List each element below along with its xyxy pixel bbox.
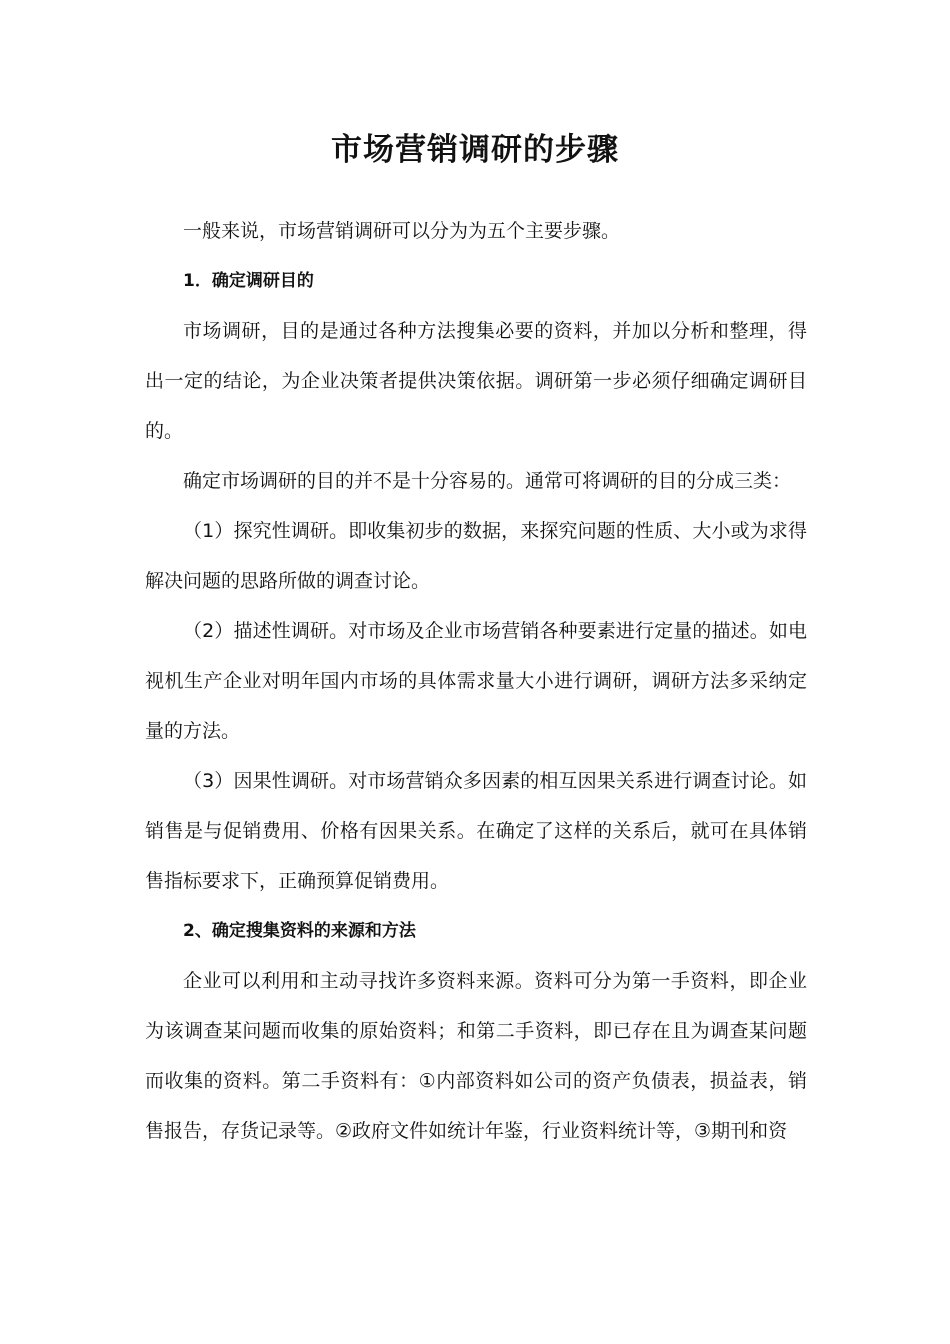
list-item-paragraph: （3）因果性调研。对市场营销众多因素的相互因果关系进行调查讨论。如销售是与促销费用、价格有因果关系。在确定了这样的关系后，就可在具体销售指标要求下，正确预算促销费用。 <box>145 770 807 892</box>
body-paragraph: 市场调研，目的是通过各种方法搜集必要的资料，并加以分析和整理，得出一定的结论，为企业决策者提供决策依据。调研第一步必须仔细确定调研目的。 <box>145 320 807 442</box>
document-title: 市场营销调研的步骤 <box>331 132 619 168</box>
section-heading-1: 1．确定调研目的 <box>183 271 314 291</box>
document-body <box>145 206 807 1156</box>
list-item-paragraph: （2）描述性调研。对市场及企业市场营销各种要素进行定量的描述。如电视机生产企业对明年国内市场的具体需求量大小进行调研，调研方法多采纳定量的方法。 <box>145 620 807 742</box>
body-paragraph: 企业可以利用和主动寻找许多资料来源。资料可分为第一手资料，即企业为该调查某问题而收集的原始资料；和第二手资料，即已存在且为调查某问题而收集的资料。第二手资料有：①内部资料如公司的资产负债表，损益表，销售报告，存货记录等。②政府文件如统计年鉴，行业资料统计等，③期刊和资 <box>145 970 807 1142</box>
body-paragraph: 确定市场调研的目的并不是十分容易的。通常可将调研的目的分成三类： <box>183 470 792 492</box>
section-heading-2: 2、确定搜集资料的来源和方法 <box>183 921 416 941</box>
list-item-paragraph: （1）探究性调研。即收集初步的数据，来探究问题的性质、大小或为求得解决问题的思路所做的调查讨论。 <box>145 520 807 592</box>
intro-paragraph: 一般来说，市场营销调研可以分为为五个主要步骤。 <box>183 220 621 242</box>
